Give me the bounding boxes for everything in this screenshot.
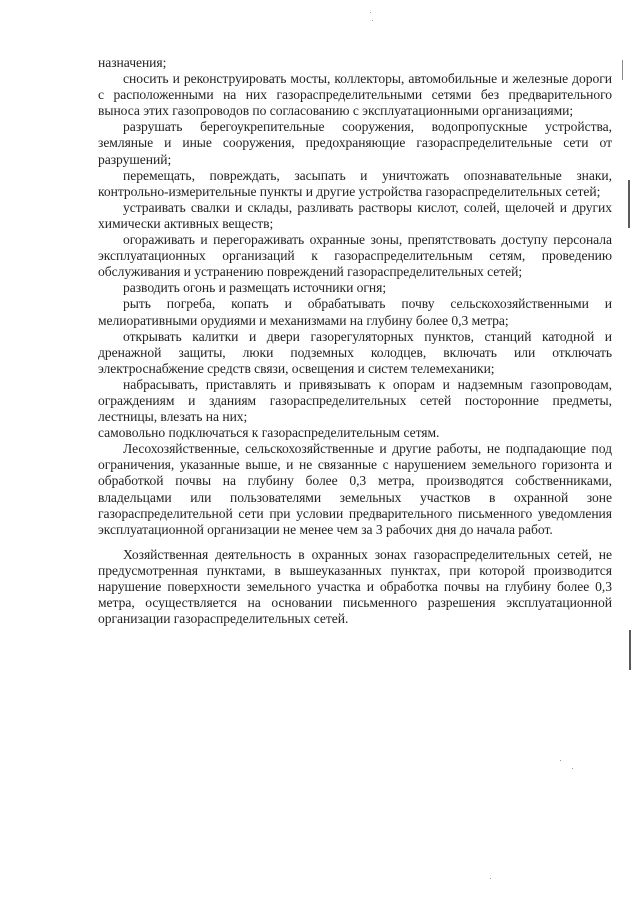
paragraph-bank-protection: разрушать берегоукрепительные сооружения, водопропускные устройства, земляные и иные сооружения, предохраняющие газораспределительные сети от разрушений; <box>98 119 612 167</box>
scan-edge-mark <box>622 60 623 80</box>
paragraph-connection: самовольно подключаться к газораспределительным сетям. <box>98 425 440 441</box>
scan-speck <box>372 20 373 21</box>
paragraph-digging: рыть погреба, копать и обрабатывать почву сельскохозяйственными и мелиоративными орудиями и механизмами на глубину более 0,3 метра; <box>98 296 612 328</box>
scan-speck <box>560 760 561 761</box>
scan-speck <box>490 878 491 879</box>
paragraph-fencing: огораживать и перегораживать охранные зоны, препятствовать доступу персонала эксплуатационных организаций к газораспределительным сетям, проведению обслуживания и устранению повреждений газораспределительных сетей; <box>98 232 612 280</box>
paragraph-objects: набрасывать, приставлять и привязывать к опорам и надземным газопроводам, ограждениям и зданиям газораспределительных сетей посторонние предметы, лестницы, влезать на них; <box>98 376 612 425</box>
paragraph-forestry: Лесохозяйственные, сельскохозяйственные и другие работы, не подпадающие под ограничения, указанные выше, и не связанные с нарушением земельного горизонта и обработкой почвы на глубину более 0,3 метра, производятся собственниками, владельцами или пользователями земельных участков в охранной зоне газораспределительной сети при условии предварительного письменного уведомления эксплуатационной организации не менее чем за 3 рабочих дня до начала работ. <box>98 441 612 537</box>
paragraph-fire: разводить огонь и размещать источники огня; <box>123 280 387 296</box>
scan-edge-mark <box>628 180 630 228</box>
paragraph-bridges: сносить и реконструировать мосты, коллекторы, автомобильные и железные дороги с расположенными на них газораспределительными сетями без предварительного выноса этих газопроводов по согласованию с эксплуатационными организациями; <box>98 71 612 119</box>
paragraph-continuation: назначения; <box>98 55 167 70</box>
paragraph-gates: открывать калитки и двери газорегуляторных пунктов, станций катодной и дренажной защиты, люки подземных колодцев, включать или отключать электроснабжение средств связи, освещения и систем телемеханики; <box>98 328 612 376</box>
document-body <box>98 55 612 627</box>
paragraph-dumps: устраивать свалки и склады, разливать растворы кислот, солей, щелочей и других химически активных веществ; <box>98 199 612 231</box>
scan-edge-mark <box>629 630 631 670</box>
paragraph-economic-activity: Хозяйственная деятельность в охранных зонах газораспределительных сетей, не предусмотренная пунктами, в вышеуказанных пунктах, при которой производится нарушение поверхности земельного участка и обработка почвы на глубину более 0,3 метра, осуществляется на основании письменного разрешения эксплуатационной организации газораспределительных сетей. <box>98 546 612 627</box>
paragraph-markers: перемещать, повреждать, засыпать и уничтожать опознавательные знаки, контрольно-измерительные пункты и другие устройства газораспределительных сетей; <box>98 167 612 199</box>
scan-speck <box>370 12 371 13</box>
scan-speck <box>572 768 573 769</box>
